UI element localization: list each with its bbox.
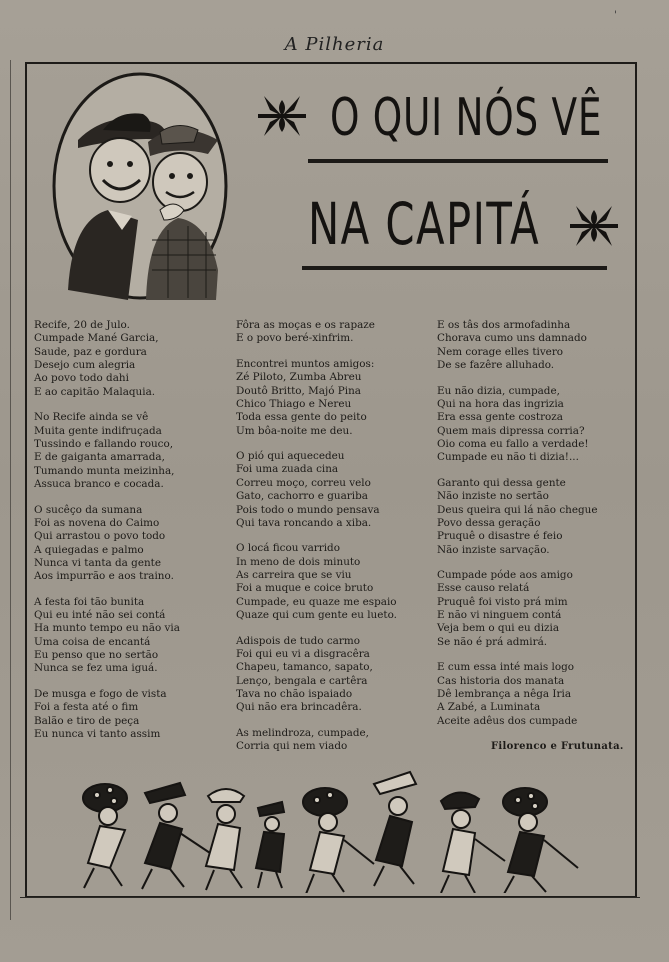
verse-line: Tussindo e fallando rouco, [34,437,174,450]
verse-line: Eu nunca vi tanto assim [34,728,161,741]
verse-line: Gato, cachorro e guariba [236,490,368,503]
verse-line: Foi qui eu vi a disgracêra [236,647,370,660]
poem-column-2 [236,319,397,766]
verse-line: O pió qui aquecedeu [236,450,345,463]
title-line-1: O QUI NÓS VÊ [330,88,603,148]
verse-line: Se não é prá admirá. [437,635,548,648]
title-line-2: NA CAPITÁ [308,190,541,258]
verse-line: Não inziste sarvação. [437,543,550,556]
verse-line: Deus queira qui lá não chegue [437,503,598,516]
stanza [236,319,397,346]
verse-line: Esse causo relatá [437,582,530,595]
verse-line: Veja bem o qui eu dizia [437,622,560,635]
verse-line: A Zabé, a Luminata [437,701,541,714]
verse-line: Qui tava roncando a xiba. [236,516,372,529]
stanza [34,504,180,584]
verse-line: Corria qui nem viado [236,740,348,753]
verse-line: Era essa gente costroza [437,411,563,424]
verse-line: E o povo beré-xinfrim. [236,332,354,345]
stanza [437,661,624,728]
verse-line: Aos impurrão e aos traino. [34,570,174,583]
verse-line: A quiegadas e palmo [34,543,144,556]
stanza [437,385,624,465]
verse-line: Foi uma zuada cina [236,463,339,476]
margin-rule [10,60,11,920]
verse-line: Nunca se fez uma iguá. [34,662,158,675]
verse-line: Ha munto tempo eu não via [34,622,180,635]
verse-line: Nem corage elles tivero [437,345,564,358]
stanza [437,569,624,649]
stanza [236,542,397,622]
verse-line: Encontrei muntos amigos: [236,357,375,370]
verse-line: E de gaiganta amarrada, [34,451,165,464]
verse-line: Cumpade eu não ti dizia!... [437,451,579,464]
procession-illustration [70,768,600,893]
fleuron-ornament-icon [256,90,308,142]
verse-line: Pois todo o mundo pensava [236,503,380,516]
poem-column-1 [34,319,180,754]
stanza [236,358,397,438]
verse-line: Foi as novena do Caimo [34,516,160,529]
verse-line: Saude, paz e gordura [34,345,147,358]
verse-line: E os tâs dos armofadinha [437,319,571,331]
verse-line: Cumpade póde aos amigo [437,569,573,582]
title-block [250,70,630,300]
verse-line: Um bôa-noite me deu. [236,424,353,437]
verse-line: Pruquê foi visto prá mim [437,595,568,608]
verse-line: A festa foi tão bunita [34,595,145,608]
title-rule-1 [308,159,608,163]
verse-line: Cumpade Mané Garcia, [34,332,159,345]
verse-line: Tumando munta meizinha, [34,464,175,477]
verse-line: Qui na hora das ingrizia [437,397,564,410]
verse-line: De se fazêre alluhado. [437,359,555,372]
fleuron-ornament-icon [568,200,620,252]
stanza [236,450,397,530]
verse-line: Chorava cumo uns damnado [437,332,587,345]
stanza [236,727,397,754]
verse-line: As carreira que se viu [236,569,352,582]
verse-line: In meno de dois minuto [236,555,361,568]
verse-line: E ao capitão Malaquia. [34,385,156,398]
poem-column-3 [437,319,624,754]
verse-line: E não vi ninguem contá [437,609,562,622]
verse-line: Fôra as moças e os rapaze [236,319,375,331]
verse-line: Quaze qui cum gente eu lueto. [236,609,397,622]
author-signature: Filorenco e Frutunata. [491,741,624,753]
verse-line: Aceite adêus dos cumpade [437,714,578,727]
verse-line: Doutô Britto, Majó Pina [236,384,361,397]
verse-line: Nunca vi tanta da gente [34,556,161,569]
verse-line: Eu penso que no sertão [34,649,159,662]
verse-line: Toda essa gente do peito [236,411,367,424]
verse-line: Foi a festa até o fim [34,701,139,714]
verse-line: Qui não era brincadêra. [236,701,362,714]
verse-line: Chapeu, tamanco, sapato, [236,661,373,674]
verse-line: Uma coisa de encantá [34,635,151,648]
verse-line: Ao povo todo dahi [34,372,129,385]
stanza [34,411,180,491]
verse-line: Muita gente indifruçada [34,424,162,437]
folio-mark: ' [614,10,617,21]
verse-line: Recife, 20 de Julo. [34,319,130,331]
verse-line: Povo dessa geração [437,516,541,529]
verse-line: Eu não dizia, cumpade, [437,384,560,397]
verse-line: O sucêço da sumana [34,503,143,516]
verse-line: Oio coma eu fallo a verdade! [437,437,589,450]
stanza [34,319,180,399]
verse-line: Lenço, bengala e cartêra [236,674,368,687]
verse-line: Qui eu inté não sei contá [34,609,166,622]
verse-line: Pruquê o disastre é feio [437,530,563,543]
stanza [34,688,180,741]
verse-line: Foi a muque e coice bruto [236,582,374,595]
stanza [437,319,624,372]
verse-line: Chico Thiago e Nereu [236,397,352,410]
verse-line: Desejo cum alegria [34,359,136,372]
verse-line: Adispois de tudo carmo [236,634,360,647]
verse-line: Dê lembrança a nêga Iria [437,688,572,700]
verse-line: Quem mais dipressa corria? [437,424,585,437]
stanza [437,477,624,557]
verse-line: Zé Piloto, Zumba Abreu [236,371,362,384]
verse-line: Cas historia dos manata [437,674,565,687]
verse-line: As melindroza, cumpade, [236,726,369,739]
stanza [34,596,180,676]
verse-line: Assuca branco e cocada. [34,477,164,490]
verse-line: De musga e fogo de vista [34,688,167,700]
verse-line: No Recife ainda se vê [34,411,149,424]
verse-line: Cumpade, eu quaze me espaio [236,595,397,608]
verse-line: Qui arrastou o povo todo [34,530,166,543]
verse-line: Tava no chão ispaiado [236,688,353,700]
running-title: A Pilheria [284,34,385,55]
verse-line: E cum essa inté mais logo [437,661,575,674]
title-rule-2 [302,266,607,270]
bottom-rule [20,897,640,898]
stanza [236,635,397,715]
verse-line: Não inziste no sertão [437,490,549,503]
two-men-portrait-illustration [48,70,230,302]
verse-line: O locá ficou varrido [236,542,340,555]
verse-line: Garanto qui dessa gente [437,476,566,489]
verse-line: Correu moço, correu velo [236,476,371,489]
verse-line: Balão e tiro de peça [34,714,140,727]
